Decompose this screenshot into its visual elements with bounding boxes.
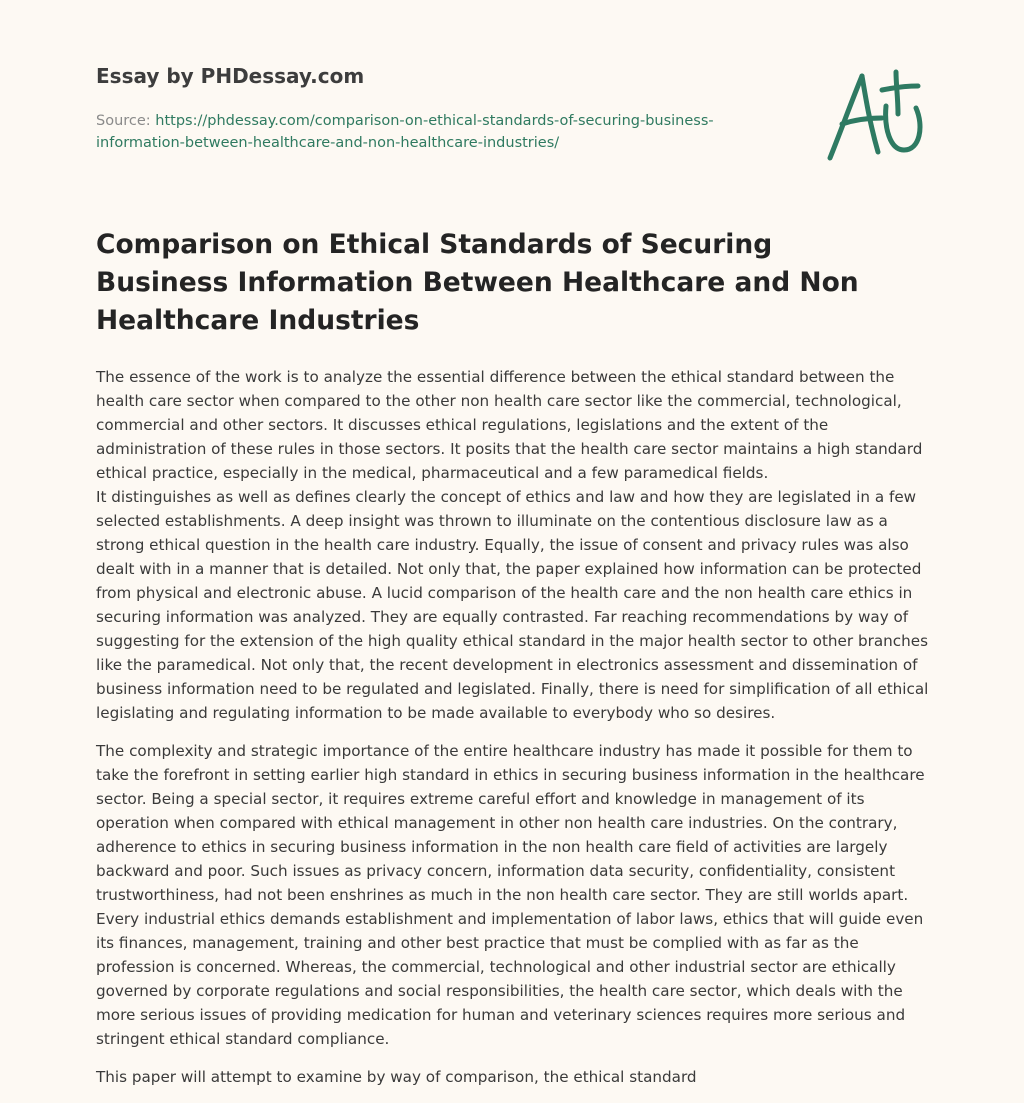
essay-paragraph: The complexity and strategic importance of the entire healthcare industry has made it possible for them to take the forefront in setting earlier high standard in ethics in securing business information in the healthcare sector. Being a special sector, it requires extreme careful effort and knowledge in management of its operation when compared with ethical management in other non health care industries. On the contrary, adherence to ethics in securing business information in the non health care field of activities are largely backward and poor. Such issues as privacy concern, information data security, confidentiality, consistent trustworthiness, had not been enshrines as much in the non health care sector. They are still worlds apart. Every industrial ethics demands establishment and implementation of labor laws, ethics that will guide even its finances, management, training and other best practice that must be complied with as far as the profession is concerned. Whereas, the commercial, technological and other industrial sector are ethically governed by corporate regulations and social responsibilities, the health care sector, which deals with the more serious issues of providing medication for human and veterinary sciences requires more serious and stringent ethical standard compliance. bbox=[96, 742, 925, 1048]
a-plus-grade-icon bbox=[824, 66, 928, 166]
essay-paragraph: This paper will attempt to examine by way of comparison, the ethical standard bbox=[96, 1068, 697, 1086]
brand-heading: Essay by PHDessay.com bbox=[96, 64, 365, 88]
source-link[interactable]: https://phdessay.com/comparison-on-ethical-standards-of-securing-business-information-between-healthcare-and-non-healthcare-industries/ bbox=[96, 113, 714, 151]
essay-title: Comparison on Ethical Standards of Securing Business Information Between Healthcare and Non Healthcare Industries bbox=[96, 229, 859, 336]
essay-paragraph: It distinguishes as well as defines clearly the concept of ethics and law and how they are legislated in a few selected establishments. A deep insight was thrown to illuminate on the contentious disclosure law as a strong ethical question in the health care industry. Equally, the issue of consent and privacy rules was also dealt with in a manner that is detailed. Not only that, the paper explained how information can be protected from physical and electronic abuse. A lucid comparison of the health care and the non health care ethics in securing information was analyzed. They are equally contrasted. Far reaching recommendations by way of suggesting for the extension of the high quality ethical standard in the major health sector to other branches like the paramedical. Not only that, the recent development in electronics assessment and dissemination of business information need to be regulated and legislated. Finally, there is need for simplification of all ethical legislating and regulating information to be made available to everybody who so desires. bbox=[96, 488, 929, 722]
essay-paragraph: The essence of the work is to analyze the essential difference between the ethical standard between the health care sector when compared to the other non health care sector like the commercial, technological, commercial and other sectors. It discusses ethical regulations, legislations and the extent of the administration of these rules in those sectors. It posits that the health care sector maintains a high standard ethical practice, especially in the medical, pharmaceutical and a few paramedical fields. bbox=[96, 368, 923, 482]
source-line bbox=[96, 110, 776, 154]
source-label: Source: bbox=[96, 113, 151, 129]
essay-body bbox=[96, 365, 932, 1103]
